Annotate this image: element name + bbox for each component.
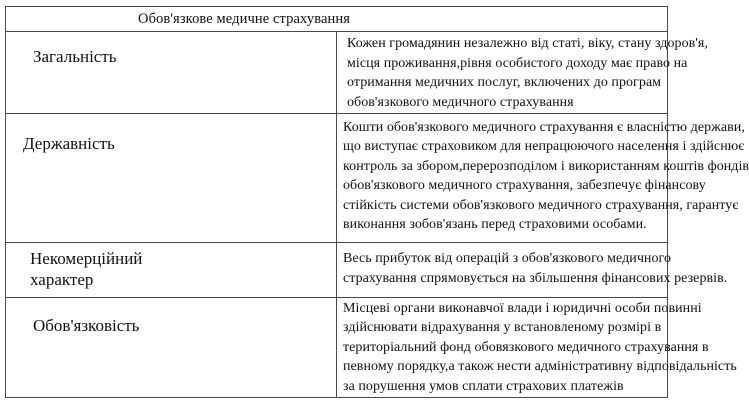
principle-term-cell bbox=[6, 32, 337, 114]
term-line: Обов'язковість bbox=[33, 315, 140, 335]
desc-line: за порушення умов сплати страхових платежів bbox=[343, 378, 624, 394]
table-row bbox=[6, 297, 668, 397]
desc-line: страхування спрямовується на збільшення фінансових резервів. bbox=[343, 270, 728, 286]
desc-line: Кошти обов'язкового медичного страхування є власністю держави, bbox=[343, 119, 745, 135]
principle-description-cell bbox=[337, 113, 749, 242]
principle-term-cell bbox=[6, 113, 337, 242]
desc-line: Місцеві органи виконавчої влади і юридичні особи повинні bbox=[343, 300, 702, 316]
principle-description bbox=[337, 298, 737, 397]
table-row bbox=[6, 32, 668, 114]
principle-description-cell bbox=[337, 32, 708, 114]
desc-line: певному порядку,а також нести адміністративну відповідальність bbox=[343, 359, 737, 375]
desc-line: Весь прибуток від операцій з обов'язкового медичного bbox=[343, 251, 672, 267]
table-title: Обов'язкове медичне страхування bbox=[6, 7, 668, 32]
term-line: Загальність bbox=[33, 47, 117, 67]
insurance-principles-table bbox=[5, 6, 749, 398]
principle-description bbox=[337, 243, 728, 288]
desc-line: отримання медичних послуг, включених до програм bbox=[347, 75, 662, 91]
desc-line: Кожен громадянин незалежно від статі, віку, стану здоров'я, bbox=[347, 36, 708, 52]
table-row bbox=[6, 243, 668, 297]
desc-line: здійснювати відрахування у встановленому розмірі в bbox=[343, 320, 662, 336]
principle-description bbox=[337, 32, 708, 112]
principle-term bbox=[6, 243, 336, 290]
principle-description-cell bbox=[337, 243, 728, 297]
principle-description-cell bbox=[337, 297, 737, 397]
desc-line: обов'язкового медичного страхування, забезпечує фінансову bbox=[343, 178, 706, 194]
desc-line: обов'язкового медичного страхування bbox=[347, 94, 574, 110]
desc-line: стійкість системи обов'язкового медичного страхування, гарантує bbox=[343, 197, 739, 213]
desc-line: територіальний фонд обовязкового медичного страхування в bbox=[343, 339, 709, 355]
principle-description bbox=[337, 114, 749, 235]
principle-term-cell bbox=[6, 297, 337, 397]
desc-line: виконання зобов'язань перед страховими особами. bbox=[343, 217, 647, 233]
term-line: характер bbox=[30, 270, 94, 290]
table-row bbox=[6, 113, 668, 242]
desc-line: що виступає страховиком для непрацюючого населення і здійснює bbox=[343, 139, 745, 155]
desc-line: контроль за збором,перерозподілом і використанням коштів фондів bbox=[343, 158, 749, 174]
principle-term bbox=[6, 32, 336, 68]
principle-term-cell bbox=[6, 243, 337, 297]
principle-term bbox=[6, 298, 336, 337]
term-line: Некомерційний bbox=[30, 249, 143, 269]
term-line: Державність bbox=[23, 133, 115, 153]
principle-term bbox=[6, 114, 336, 155]
desc-line: місця проживання,рівня особистого доходу має право на bbox=[347, 55, 688, 71]
